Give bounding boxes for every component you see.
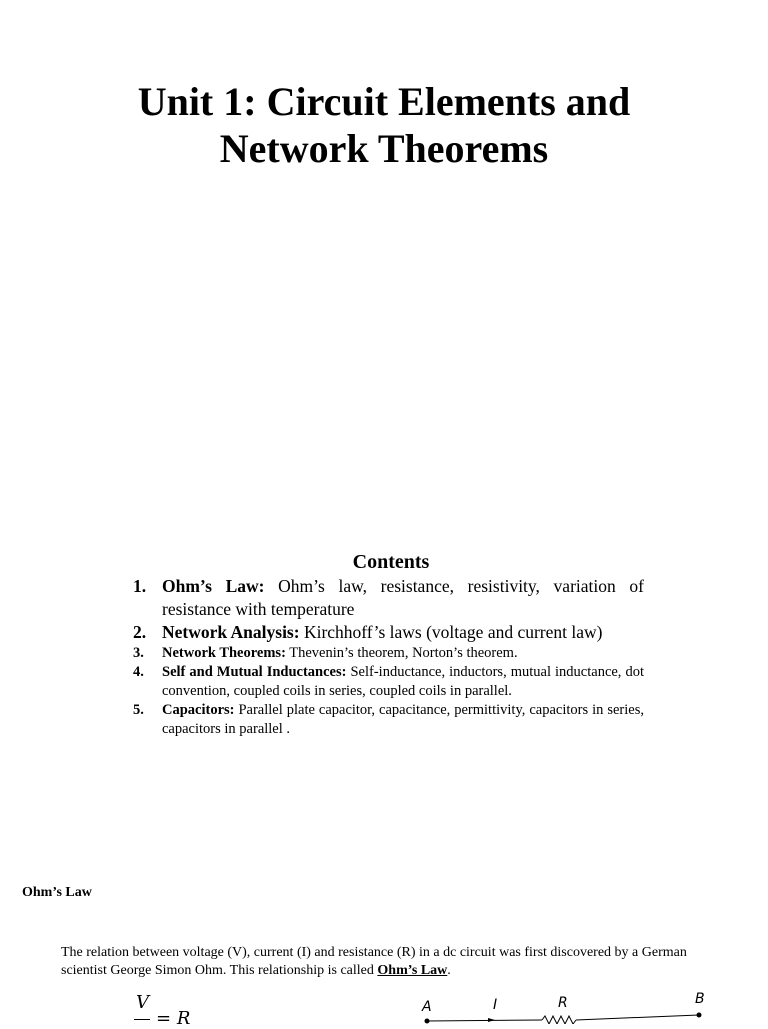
contents-list [130,575,644,739]
circuit-diagram [410,988,710,1024]
contents-item-number: 3. [133,645,144,661]
contents-item-label: Network Analysis: [162,622,300,642]
contents-item-text: Self-inductance, inductors, mutual inductance, dot convention, coupled coils in series, coupled coils in parallel. [162,664,644,699]
circuit-node-b-label: B [695,991,705,1007]
page-title-line-1: Unit 1: Circuit Elements and [137,79,631,124]
contents-heading: Contents [352,551,430,573]
contents-item-text: Ohm’s law, resistance, resistivity, variation of resistance with temperature [162,576,644,619]
contents-item-network-theorems [130,644,644,663]
circuit-current-label: I [493,997,498,1013]
circuit-resistor-symbol [542,1016,576,1024]
contents-item-label: Network Theorems: [162,645,286,661]
formula-fraction-bar [134,1019,150,1020]
contents-item-inductances [130,663,644,701]
circuit-resistor-label: R [558,995,568,1011]
contents-item-network-analysis [130,621,644,644]
contents-item-number: 4. [133,664,144,680]
paragraph-emphasis: Ohm’s Law [377,963,448,978]
contents-item-number: 2. [133,622,147,642]
formula-equals: = [156,1008,172,1029]
circuit-node-b-dot [697,1013,702,1018]
contents-item-text: Parallel plate capacitor, capacitance, permittivity, capacitors in series, capacitors in parallel . [162,702,644,737]
contents-item-text: Thevenin’s theorem, Norton’s theorem. [285,645,518,661]
contents-item-label: Self and Mutual Inductances: [162,664,347,680]
formula-rhs: R [176,1008,191,1029]
paragraph-text: The relation between voltage (V), current (I) and resistance (R) in a dc circuit was first discovered by a German scientist George Simon Ohm. This relationship is called [61,945,687,978]
contents-item-ohms-law [130,575,644,621]
ohms-law-formula [134,991,191,1029]
contents-item-number: 5. [133,702,144,718]
formula-equation [156,1008,190,1029]
page-title [0,78,768,172]
ohms-law-paragraph [61,944,711,980]
circuit-node-a-label: A [422,999,432,1015]
circuit-current-arrow [488,1018,495,1022]
contents-item-text: Kirchhoff’s laws (voltage and current law) [299,622,603,642]
contents-item-label: Capacitors: [162,702,235,718]
contents-item-label: Ohm’s Law: [162,576,265,596]
paragraph-end: . [447,963,451,978]
contents-item-number: 1. [133,576,147,596]
section-heading-ohms-law: Ohm’s Law [22,885,92,900]
page-title-line-2: Network Theorems [219,126,549,171]
circuit-wire-left [427,1020,542,1021]
formula-numerator: V [136,992,149,1013]
contents-item-capacitors [130,701,644,739]
circuit-wire-right [576,1015,699,1020]
